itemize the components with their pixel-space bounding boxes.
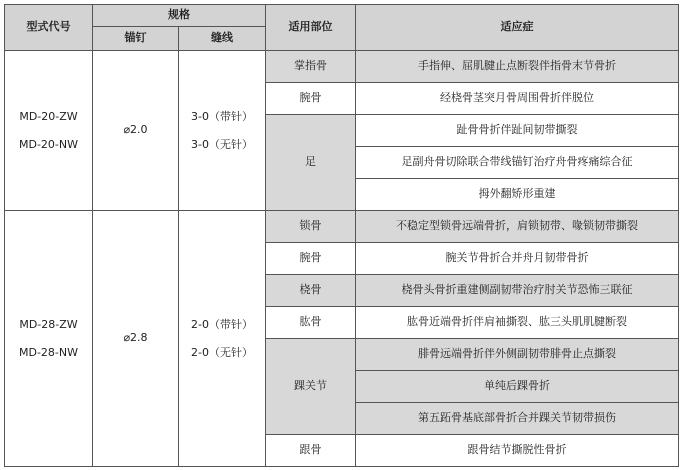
suture-value: 2-0（带针） (191, 318, 253, 332)
header-indication: 适应症 (356, 5, 679, 51)
site-cell: 锁骨 (266, 211, 356, 243)
model-cell (5, 211, 93, 467)
site-cell: 足 (266, 115, 356, 211)
model-code: MD-28-NW (18, 345, 78, 359)
header-anchor: 锚钉 (93, 27, 179, 51)
indication-cell: 肱骨近端骨折伴肩袖撕裂、肱三头肌肌腱断裂 (356, 307, 679, 339)
header-model: 型式代号 (5, 5, 93, 51)
indication-cell: 足副舟骨切除联合带线锚钉治疗舟骨疼痛综合征 (356, 147, 679, 179)
indication-cell: 手指伸、屈肌腱止点断裂伴指骨末节骨折 (356, 51, 679, 83)
suture-value: 3-0（无针） (191, 137, 253, 151)
model-code: MD-20-NW (18, 137, 78, 151)
suture-value: 3-0（带针） (191, 110, 253, 124)
header-site: 适用部位 (266, 5, 356, 51)
anchor-cell: ⌀2.8 (93, 211, 179, 467)
indication-cell: 跟骨结节撕脱性骨折 (356, 435, 679, 467)
indication-cell: 腓骨远端骨折伴外侧副韧带腓骨止点撕裂 (356, 339, 679, 371)
site-cell: 掌指骨 (266, 51, 356, 83)
indication-cell: 趾骨骨折伴趾间韧带撕裂 (356, 115, 679, 147)
specification-table (4, 4, 679, 467)
site-cell: 桡骨 (266, 275, 356, 307)
site-cell: 腕骨 (266, 243, 356, 275)
model-code: MD-28-ZW (19, 318, 78, 332)
anchor-cell: ⌀2.0 (93, 51, 179, 211)
header-spec: 规格 (93, 5, 266, 27)
indication-cell: 单纯后踝骨折 (356, 371, 679, 403)
site-cell: 肱骨 (266, 307, 356, 339)
model-cell (5, 51, 93, 211)
indication-cell: 腕关节骨折合并舟月韧带骨折 (356, 243, 679, 275)
site-cell: 踝关节 (266, 339, 356, 435)
suture-cell (179, 211, 266, 467)
model-code: MD-20-ZW (19, 110, 78, 124)
suture-cell (179, 51, 266, 211)
indication-cell: 拇外翻矫形重建 (356, 179, 679, 211)
header-suture: 缝线 (179, 27, 266, 51)
site-cell: 跟骨 (266, 435, 356, 467)
indication-cell: 桡骨头骨折重建侧副韧带治疗肘关节恐怖三联征 (356, 275, 679, 307)
suture-value: 2-0（无针） (191, 345, 253, 359)
indication-cell: 第五跖骨基底部骨折合并踝关节韧带损伤 (356, 403, 679, 435)
site-cell: 腕骨 (266, 83, 356, 115)
indication-cell: 不稳定型锁骨远端骨折，肩锁韧带、喙锁韧带撕裂 (356, 211, 679, 243)
indication-cell: 经桡骨茎突月骨周围骨折伴脱位 (356, 83, 679, 115)
